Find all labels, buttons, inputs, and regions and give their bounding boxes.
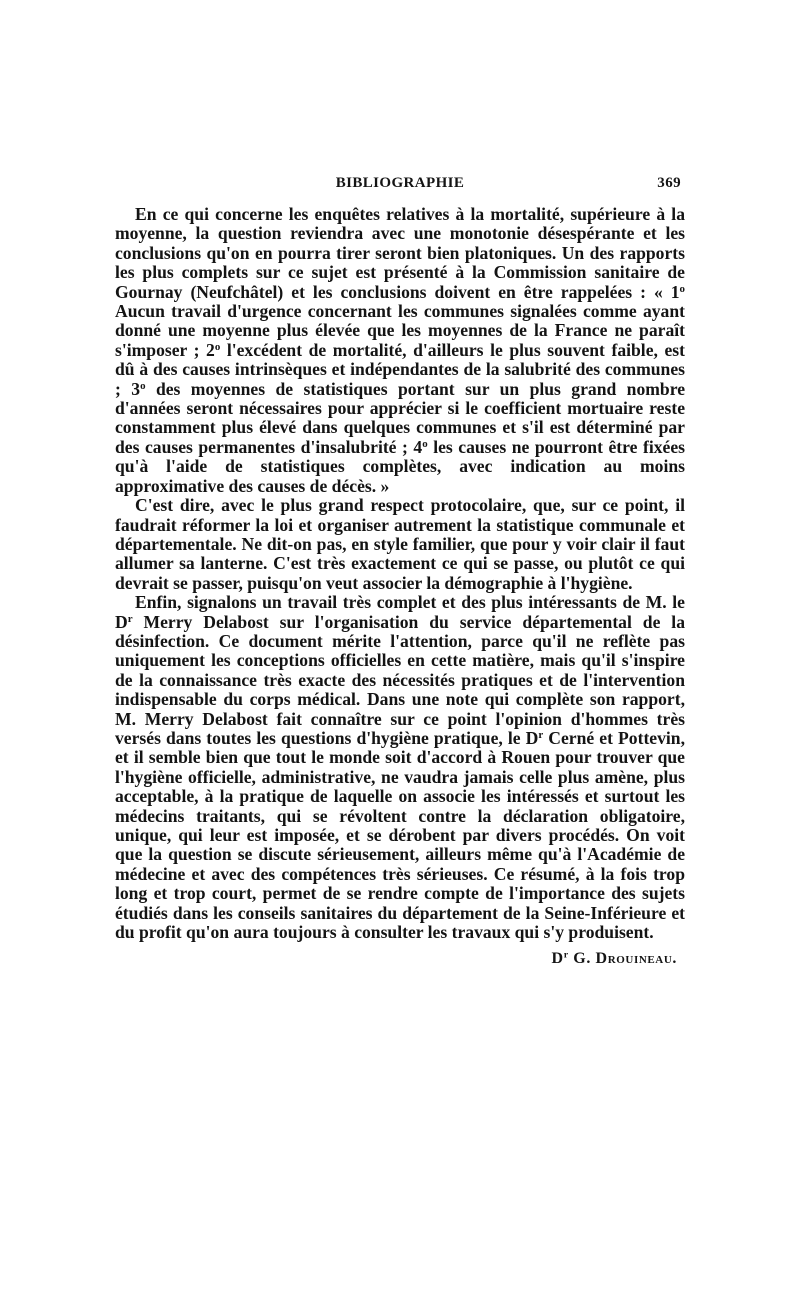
superscript: r xyxy=(127,612,133,625)
text-run: Cerné et Pottevin, et il semble bien que tout le monde soit d'accord à Rouen pour trouver que l'hygiène officielle, administrative, ne vaudra jamais celle plus amène, plus acceptable, à la pratique de laquelle on associe les intéressés et surtout les médecins traitants, qui se révoltent contre la déclaration obligatoire, unique, qui leur est imposée, et se dérobent par divers procédés. On voit que la question se discute sérieusement, ailleurs même qu'à l'Académie de médecine et avec des compétences très sérieuses. Ce résumé, à la fois trop long et trop court, permet de se rendre compte de l'importance des sujets étudiés dans les conseils sanitaires du département de la Seine-Inférieure et du profit qu'on aura toujours à consulter les travaux qui s'y produisent. xyxy=(115,727,685,943)
signature-name: G. Drouineau. xyxy=(573,950,677,968)
paragraph xyxy=(115,496,685,593)
text-run: Enfin, signalons un travail très complet et des plus intéressants de M. le D xyxy=(115,592,685,632)
page-number: 369 xyxy=(657,175,681,191)
superscript: o xyxy=(140,379,146,392)
text-run: Merry Delabost sur l'organisation du service départemental de la désinfection. Ce document mérite l'attention, parce qu'il ne reflète pas uniquement les conceptions officielles en cette matière, mais qu'il s'inspire de la connaissance très exacte des nécessités pratiques et de l'intervention indispensable du corps médical. Dans une note qui complète son rapport, M. Merry Delabost fait connaître sur ce point l'opinion d'hommes très versés dans toutes les questions d'hygiène pratique, le D xyxy=(115,611,685,748)
superscript: o xyxy=(679,282,685,295)
paragraph xyxy=(115,593,685,942)
text-run: En ce qui concerne les enquêtes relatives à la mortalité, supérieure à la moyenne, la question reviendra avec une monotonie désespérante et les conclusions qu'on en pourra tirer seront bien platoniques. Un des rapports les plus complets sur ce sujet est présenté à la Commission sanitaire de Gournay (Neufchâtel) et les conclusions doivent en être rappelées : « 1 xyxy=(115,204,685,302)
superscript: o xyxy=(422,437,428,450)
superscript: o xyxy=(214,340,221,353)
text-run: Aucun travail d'urgence concernant les communes signalées comme ayant donné une moyenne plus élevée que les moyennes de la France ne paraît s'imposer ; 2 xyxy=(115,301,685,360)
book-page xyxy=(115,175,685,968)
running-head xyxy=(115,175,685,197)
text-run: l'excédent de mortalité, d'ailleurs le plus souvent faible, est dû à des causes intrinsèques et indépendantes de la salubrité des communes ; 3 xyxy=(115,339,685,399)
text-run: des moyennes de statistiques portant sur un plus grand nombre d'années seront nécessaires pour apprécier si le coefficient mortuaire reste constamment plus élevé dans quelques communes et s'il est déterminé par des causes permanentes d'insalubrité ; 4 xyxy=(115,378,685,457)
signature-title: D xyxy=(551,950,564,968)
paragraph xyxy=(115,205,685,496)
text-run: les causes ne pourront être fixées qu'à l'aide de statistiques complètes, avec indication au moins approximative des causes de décès. » xyxy=(115,436,685,496)
author-signature xyxy=(115,950,685,968)
running-title: BIBLIOGRAPHIE xyxy=(335,175,465,191)
body-text xyxy=(115,205,685,942)
superscript: r xyxy=(538,728,544,741)
signature-title-superscript: r xyxy=(563,949,569,961)
text-run: C'est dire, avec le plus grand respect protocolaire, que, sur ce point, il faudrait réformer la loi et organiser autrement la statistique communale et départementale. Ne dit-on pas, en style familier, que pour y voir clair il faut allumer sa lanterne. C'est très exactement ce qui se passe, ou plutôt ce qui devrait se passer, puisqu'on veut associer la démographie à l'hygiène. xyxy=(115,495,685,593)
